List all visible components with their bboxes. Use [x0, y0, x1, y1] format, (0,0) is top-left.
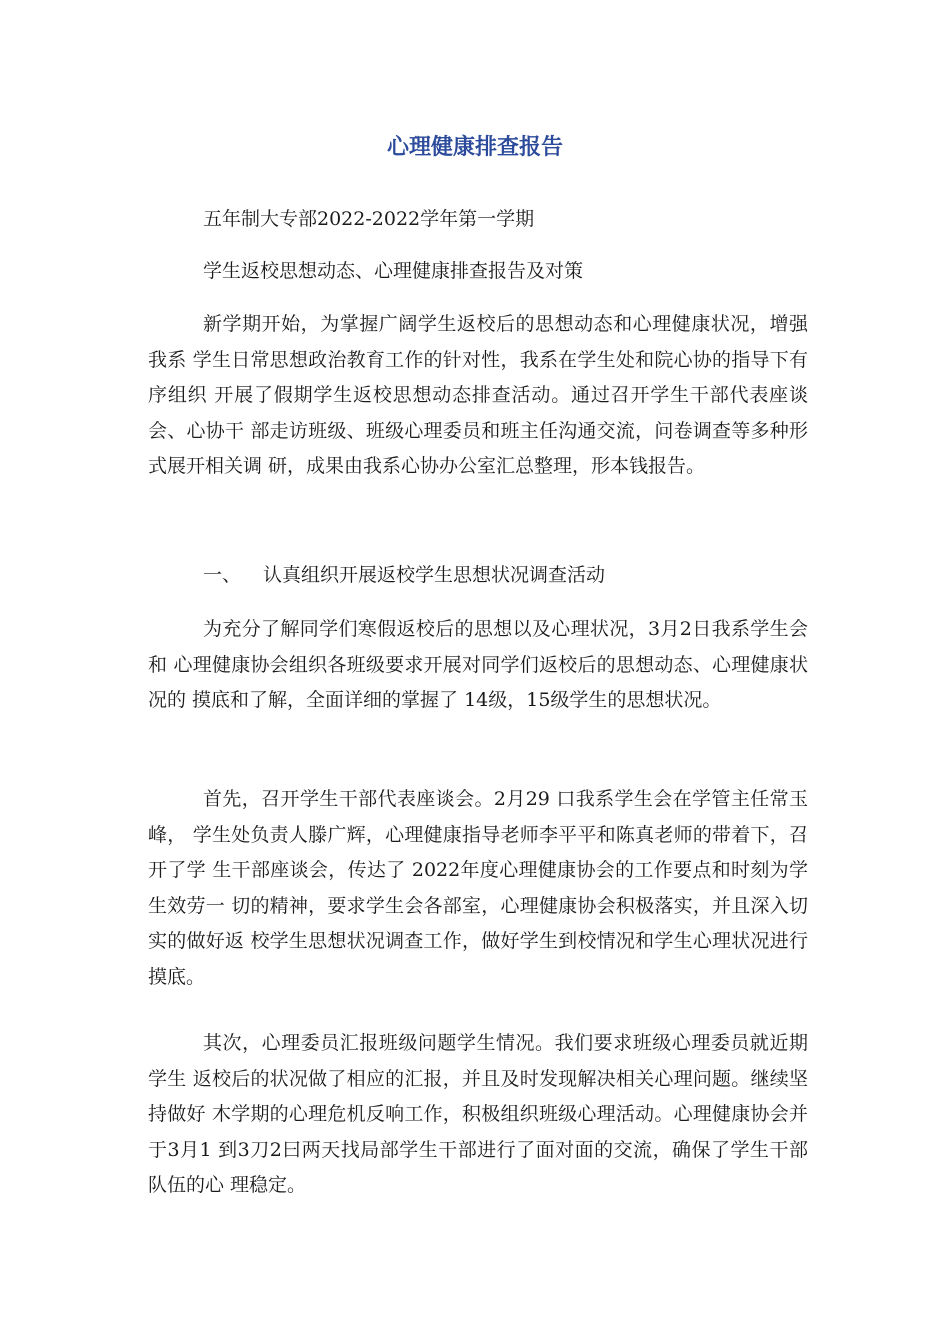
section-title: 认真组织开展返校学生思想状况调查活动 [263, 564, 606, 586]
semester-subtitle: 五年制大专部2022-2022学年第一学期 [203, 208, 535, 230]
meeting-paragraph: 首先，召开学生干部代表座谈会。2月29 口我系学生会在学管主任常玉峰， 学生处负责人滕广辉，心理健康指导老师李平平和陈真老师的带着下，召开了学 生干部座谈会，传达了 2022年度心理健康协会的工作要点和时刻为学生效劳一 切的精神，要求学生会各部室，心理健康协会积极落实，并且深入切实的做好返 校学生思想状况调查工作，做好学生到校情况和学生心理状况进行摸底。 [148, 788, 808, 988]
document-title: 心理健康排查报告 [386, 135, 563, 160]
survey-paragraph: 为充分了解同学们寒假返校后的思想以及心理状况，3月2日我系学生会和 心理健康协会组织各班级要求开展对同学们返校后的思想动态、心理健康状况的 摸底和了解，全面详细的掌握了 14级，15级学生的思想状况。 [148, 618, 808, 711]
report-subtitle: 学生返校思想动态、心理健康排查报告及对策 [203, 260, 584, 282]
section-number: 一、 [203, 564, 242, 586]
psych-committee-paragraph: 其次，心理委员汇报班级问题学生情况。我们要求班级心理委员就近期学生 返校后的状况做了相应的汇报，并且及时发现解决相关心理问题。继续坚持做好 木学期的心理危机反响工作，积极组织班级心理活动。心理健康协会并于3月1 到3刀2曰两天找局部学生干部进行了面对面的交流，确保了学生干部队伍的心 理稳定。 [148, 1032, 808, 1196]
intro-paragraph: 新学期开始，为掌握广阔学生返校后的思想动态和心理健康状况，增强我系 学生日常思想政治教育工作的针对性，我系在学生处和院心协的指导下有序组织 开展了假期学生返校思想动态排查活动。通过召开学生干部代表座谈会、心协干 部走访班级、班级心理委员和班主任沟通交流，问卷调查等多种形式展开相关调 研，成果由我系心协办公室汇总整理，形本钱报告。 [148, 313, 808, 477]
section-heading [203, 560, 605, 590]
